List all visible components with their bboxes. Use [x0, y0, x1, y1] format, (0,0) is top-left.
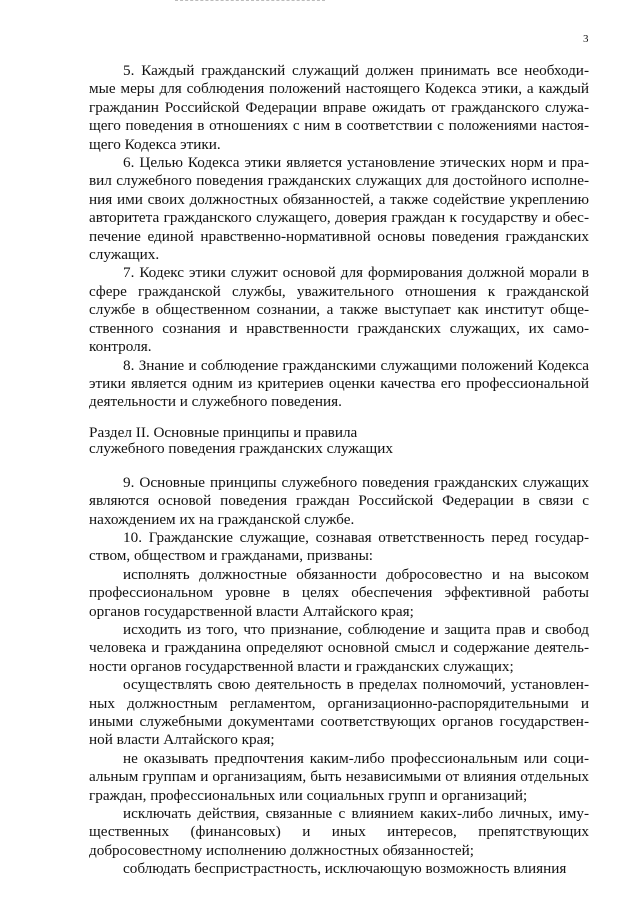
paragraph-7: 7. Кодекс этики служит основой для формирования должной морали в сфере гражданской службы, уважительного отношения к гражданской службе в общественном сознании, а также выступает как институт общественного сознания и нравственности гражданских служащих, их самоконтроля.	[89, 264, 589, 356]
scan-edge-mark	[175, 0, 325, 3]
section-heading-line-1: Раздел II. Основные принципы и правила	[89, 423, 358, 441]
paragraph-10: 10. Гражданские служащие, сознавая ответственность перед государством, обществом и гражданами, призваны:	[89, 528, 589, 565]
document-body	[89, 62, 589, 879]
section-heading-line-2: служебного поведения гражданских служащих	[89, 439, 393, 457]
paragraph-6: 6. Целью Кодекса этики является установление этических норм и правил служебного поведения гражданских служащих для достойного исполнения ими своих должностных обязанностей, а также содействие укреплению авторитета гражданского служащего, доверия граждан к государству и обеспечение единой нравственно-нормативной основы поведения гражданских служащих.	[89, 154, 589, 264]
list-item-impartiality: не оказывать предпочтения каким-либо профессиональным или социальным группам и организациям, быть независимыми от влияния отдельных граждан, профессиональных или социальных групп и организаций;	[89, 749, 589, 804]
list-item-interests: исключать действия, связанные с влиянием каких-либо личных, имущественных (финансовых) и иных интересов, препятствующих добросовестному исполнению должностных обязанностей;	[89, 805, 589, 859]
list-item-authority: осуществлять свою деятельность в пределах полномочий, установленных должностным регламентом, организационно-распорядительными и иными служебными документами соответствующих органов государственной власти Алтайского края;	[89, 676, 589, 749]
page-number: 3	[583, 33, 589, 45]
section-heading	[89, 425, 589, 457]
paragraph-9: 9. Основные принципы служебного поведения гражданских служащих являются основой поведения граждан Российской Федерации в связи с нахождением их на гражданской службе.	[89, 473, 589, 528]
list-item-duties: исполнять должностные обязанности добросовестно и на высоком профессиональном уровне в целях обеспечения эффективной работы органов государственной власти Алтайского края;	[89, 565, 589, 620]
paragraph-8: 8. Знание и соблюдение гражданскими служащими положений Кодекса этики является одним из критериев оценки качества его профессиональной деятельности и служебного поведения.	[89, 356, 589, 411]
paragraph-5: 5. Каждый гражданский служащий должен принимать все необходимые меры для соблюдения положений настоящего Кодекса этики, а каждый гражданин Российской Федерации вправе ожидать от гражданского служащего поведения в отношениях с ним в соответствии с положениями настоящего Кодекса этики.	[89, 62, 589, 153]
list-item-objectivity: соблюдать беспристрастность, исключающую возможность влияния	[123, 860, 567, 878]
list-item-rights: исходить из того, что признание, соблюдение и защита прав и свобод человека и гражданина определяют основной смысл и содержание деятельности органов государственной власти и гражданских служащих;	[89, 620, 589, 675]
